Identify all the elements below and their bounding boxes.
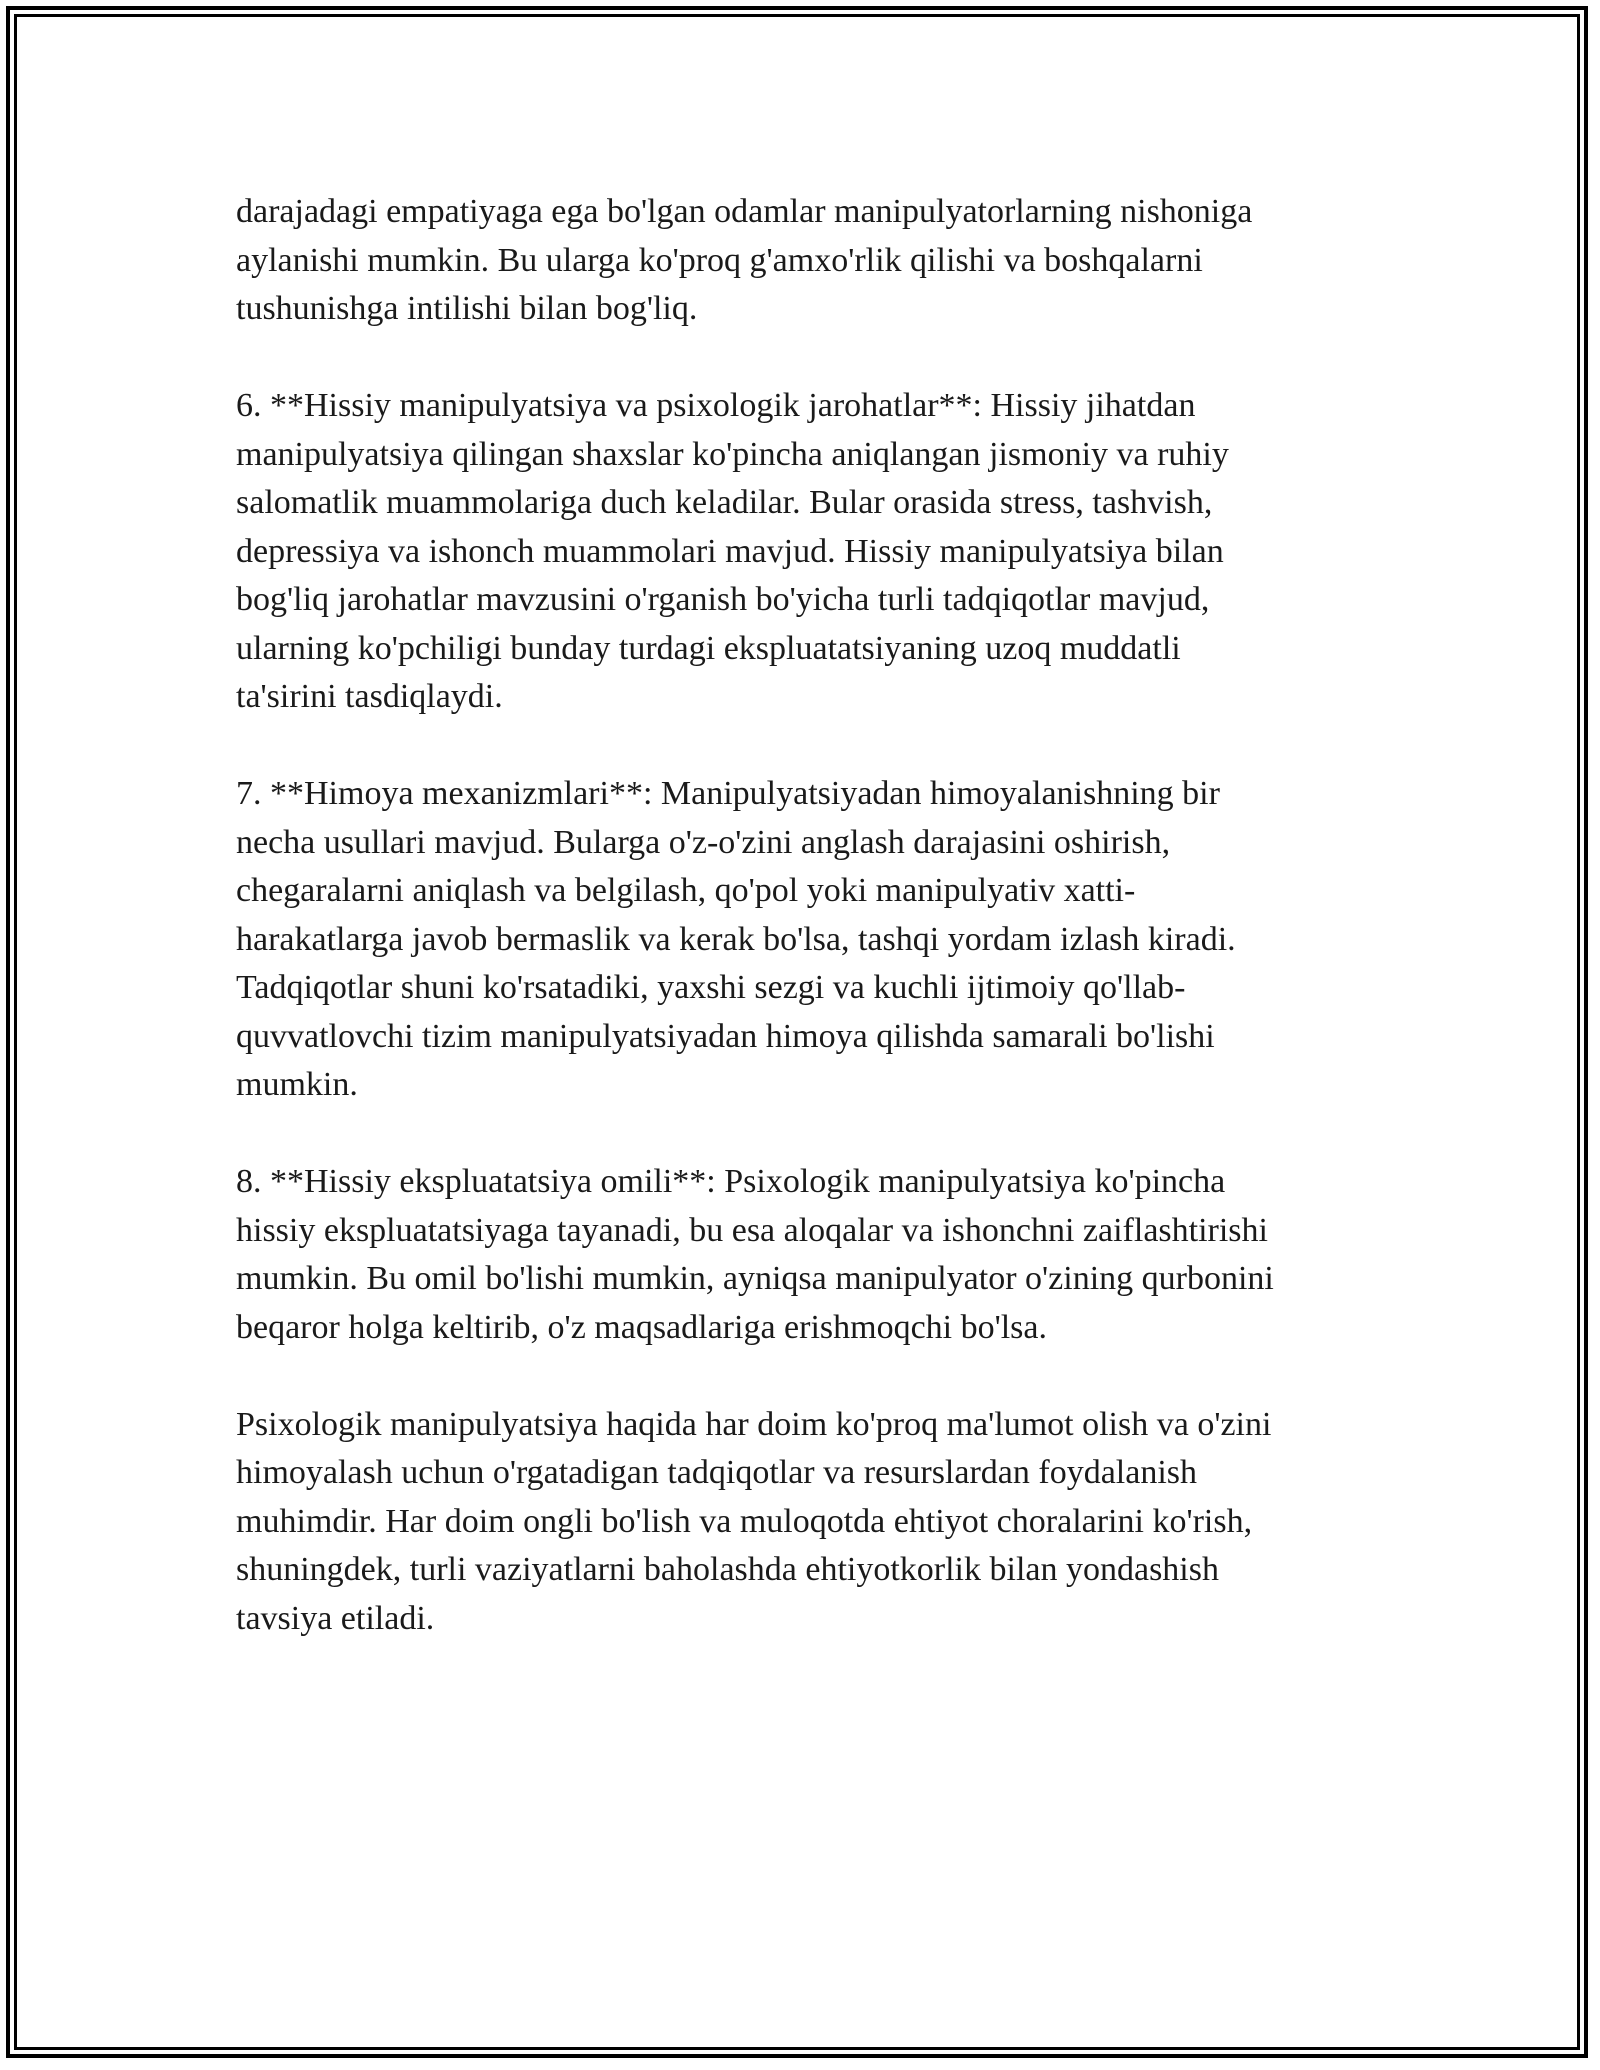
paragraph-conclusion: Psixologik manipulyatsiya haqida har doim ko'proq ma'lumot olish va o'zini himoyalash uchun o'rgatadigan tadqiqotlar va resurslardan foydalanish muhimdir. Har doim ongli bo'lish va muloqotda ehtiyot choralarini ko'rish, shuningdek, turli vaziyatlarni baholashda ehtiyotkorlik bilan yondashish tavsiya etiladi. <box>236 1405 1272 1637</box>
document-body <box>236 188 1376 1692</box>
paragraph-item-7-defense-mechanisms: 7. **Himoya mexanizmlari**: Manipulyatsiyadan himoyalanishning bir necha usullari mavjud. Bularga o'z-o'zini anglash darajasini oshirish, chegaralarni aniqlash va belgilash, qo'pol yoki manipulyativ xatti- harakatlarga javob bermaslik va kerak bo'lsa, tashqi yordam izlash kiradi. Tadqiqotlar shuni ko'rsatadiki, yaxshi sezgi va kuchli ijtimoiy qo'llab- quvvatlovchi tizim manipulyatsiyadan himoya qilishda samarali bo'lishi mumkin. <box>236 775 1236 1103</box>
paragraph-item-6-emotional-manipulation-trauma: 6. **Hissiy manipulyatsiya va psixologik jarohatlar**: Hissiy jihatdan manipulyatsiya qilingan shaxslar ko'pincha aniqlangan jismoniy va ruhiy salomatlik muammolariga duch keladilar. Bular orasida stress, tashvish, depressiya va ishonch muammolari mavjud. Hissiy manipulyatsiya bilan bog'liq jarohatlar mavzusini o'rganish bo'yicha turli tadqiqotlar mavjud, ularning ko'pchiligi bunday turdagi ekspluatatsiyaning uzoq muddatli ta'sirini tasdiqlaydi. <box>236 387 1229 715</box>
paragraph-item-8-emotional-exploitation: 8. **Hissiy ekspluatatsiya omili**: Psixologik manipulyatsiya ko'pincha hissiy ekspluatatsiyaga tayanadi, bu esa aloqalar va ishonchni zaiflashtirishi mumkin. Bu omil bo'lishi mumkin, ayniqsa manipulyator o'zining qurbonini beqaror holga keltirib, o'z maqsadlariga erishmoqchi bo'lsa. <box>236 1163 1274 1346</box>
paragraph-empathy-continuation: darajadagi empatiyaga ega bo'lgan odamlar manipulyatorlarning nishoniga aylanishi mumkin. Bu ularga ko'proq g'amxo'rlik qilishi va boshqalarni tushunishga intilishi bilan bog'liq. <box>236 193 1253 327</box>
